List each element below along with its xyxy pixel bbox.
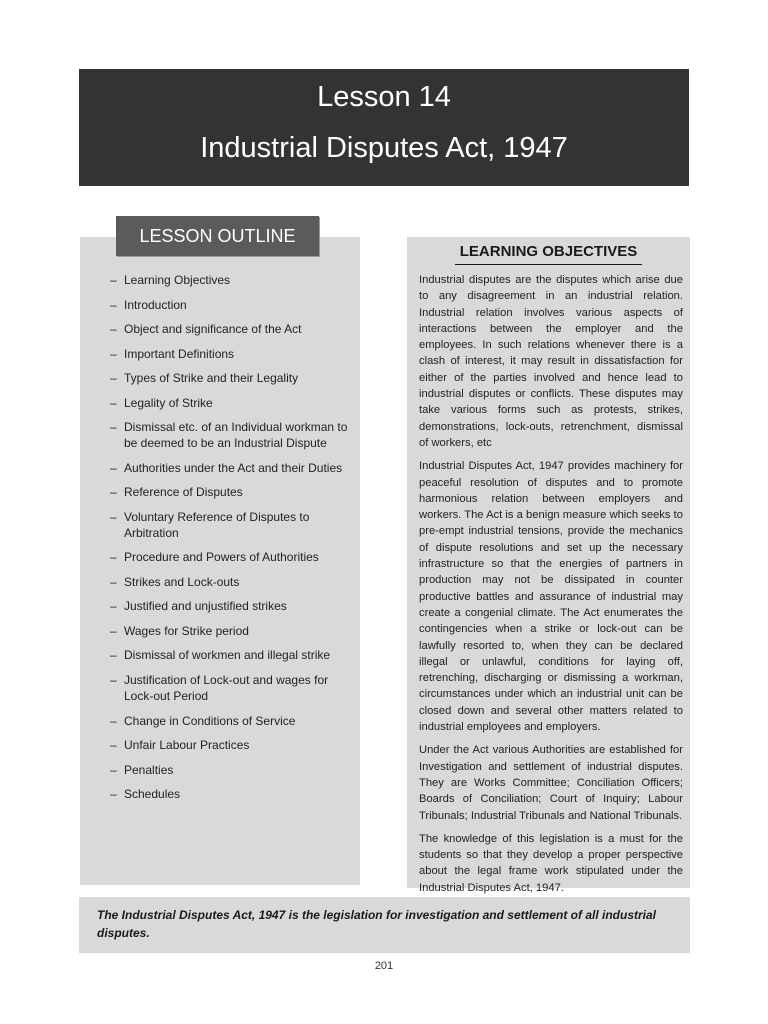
objectives-body (419, 272, 683, 903)
outline-item-label: Justification of Lock-out and wages for Lock-out Period (124, 672, 329, 704)
lesson-number: Lesson 14 (317, 81, 451, 113)
outline-item (110, 272, 348, 288)
list-dash: – (110, 420, 117, 434)
lesson-outline-heading: LESSON OUTLINE (116, 216, 319, 256)
lesson-outline-panel (80, 237, 360, 885)
outline-item-label: Penalties (124, 762, 174, 777)
outline-item-label: Dismissal of workmen and illegal strike (124, 648, 331, 663)
page-number: 201 (374, 960, 394, 972)
list-dash: – (110, 787, 117, 802)
outline-list (110, 272, 348, 811)
list-dash: – (110, 762, 117, 777)
list-dash: – (110, 322, 117, 336)
outline-item (110, 370, 348, 386)
list-dash: – (110, 460, 117, 475)
list-dash: – (110, 346, 117, 361)
outline-item (110, 786, 348, 802)
list-dash: – (110, 623, 117, 638)
outline-item-label: Introduction (124, 297, 187, 312)
lesson-header (79, 69, 689, 186)
outline-item (110, 484, 348, 500)
learning-objectives-heading: LEARNING OBJECTIVES (459, 243, 638, 260)
list-dash: – (110, 395, 117, 410)
outline-item (110, 549, 348, 565)
outline-item (110, 598, 348, 614)
list-dash: – (110, 273, 117, 287)
outline-item (110, 419, 348, 451)
list-dash: – (110, 713, 117, 728)
list-dash: – (110, 550, 117, 565)
outline-item-label: Learning Objectives (124, 273, 231, 287)
lesson-title: Industrial Disputes Act, 1947 (200, 132, 568, 164)
outline-item (110, 574, 348, 590)
list-dash: – (110, 297, 117, 312)
summary-text: The Industrial Disputes Act, 1947 is the legislation for investigation and settlement of all industrial disputes. (97, 908, 656, 940)
outline-item (110, 623, 348, 639)
list-dash: – (110, 672, 117, 687)
outline-item-label: Important Definitions (124, 346, 235, 361)
outline-item (110, 737, 348, 753)
outline-item (110, 713, 348, 729)
outline-item-label: Strikes and Lock-outs (124, 574, 240, 589)
list-dash: – (110, 509, 117, 524)
learning-objectives-panel (407, 237, 690, 894)
outline-item-label: Procedure and Powers of Authorities (124, 550, 319, 565)
list-dash: – (110, 648, 117, 663)
objectives-paragraph: The knowledge of this legislation is a must for the students so that they develop a proper perspective about the legal frame work stipulated under the Industrial Disputes Act, 1947. (419, 832, 683, 894)
outline-item (110, 460, 348, 476)
outline-item (110, 672, 348, 704)
objectives-paragraph: Industrial Disputes Act, 1947 provides machinery for peaceful resolution of disputes and to promote harmonious relation between employers and workers. The Act is a benign measure which seeks to pre-empt industrial tensions, provide the mechanics of dispute resolutions and set up the necessary infrastructure so that the energies of partners in production may not be dissipated in counter productive battles and assurance of industrial may create a congenial climate. The Act enumerates the contingencies when a strike or lock-out can be lawfully resorted to, when they can be declared illegal or unlawful, conditions for laying off, retrenching, discharging or dismissing a workman, circumstances under which an industrial unit can be closed down and several other matters related to industrial employees and employers. (419, 460, 683, 734)
outline-item (110, 297, 348, 313)
outline-item (110, 321, 348, 337)
list-dash: – (110, 599, 117, 614)
objectives-paragraph: Industrial disputes are the disputes which arise due to any disagreement in an industrial relation. Industrial relation involves various aspects of interactions between the employer and the employees. In such relations whenever there is a clash of interest, it may result in dissatisfaction for either of the parties involved and hence lead to industrial disputes or conflicts. These disputes may take various forms such as protests, strikes, demonstrations, lock-outs, retrenchment, dismissal of workers, etc (419, 274, 683, 449)
outline-item-label: Types of Strike and their Legality (124, 371, 299, 385)
outline-item-label: Reference of Disputes (124, 485, 243, 500)
outline-item (110, 509, 348, 541)
outline-item (110, 395, 348, 411)
outline-item-label: Legality of Strike (124, 395, 213, 410)
outline-item-label: Authorities under the Act and their Duties (124, 460, 343, 475)
outline-item (110, 762, 348, 778)
list-dash: – (110, 574, 117, 589)
outline-item-label: Dismissal etc. of an Individual workman to be deemed to be an Industrial Dispute (124, 420, 348, 451)
outline-item-label: Schedules (124, 787, 181, 802)
outline-item (110, 346, 348, 362)
objectives-paragraph: Under the Act various Authorities are established for Investigation and settlement of industrial disputes. They are Works Committee; Conciliation Officers; Boards of Conciliation; Court of Inquiry; Labour Tribunals; Industrial Tribunals and National Tribunals. (419, 744, 683, 822)
heading-underline (455, 264, 642, 265)
outline-item-label: Wages for Strike period (124, 623, 249, 638)
outline-item-label: Change in Conditions of Service (124, 713, 296, 728)
summary-box (79, 897, 690, 953)
list-dash: – (110, 485, 117, 500)
outline-item-label: Object and significance of the Act (124, 322, 302, 336)
outline-item-label: Justified and unjustified strikes (124, 599, 287, 614)
list-dash: – (110, 371, 117, 385)
outline-item-label: Voluntary Reference of Disputes to Arbitration (124, 509, 310, 540)
outline-item-label: Unfair Labour Practices (124, 738, 250, 753)
list-dash: – (110, 738, 117, 753)
outline-item (110, 647, 348, 663)
